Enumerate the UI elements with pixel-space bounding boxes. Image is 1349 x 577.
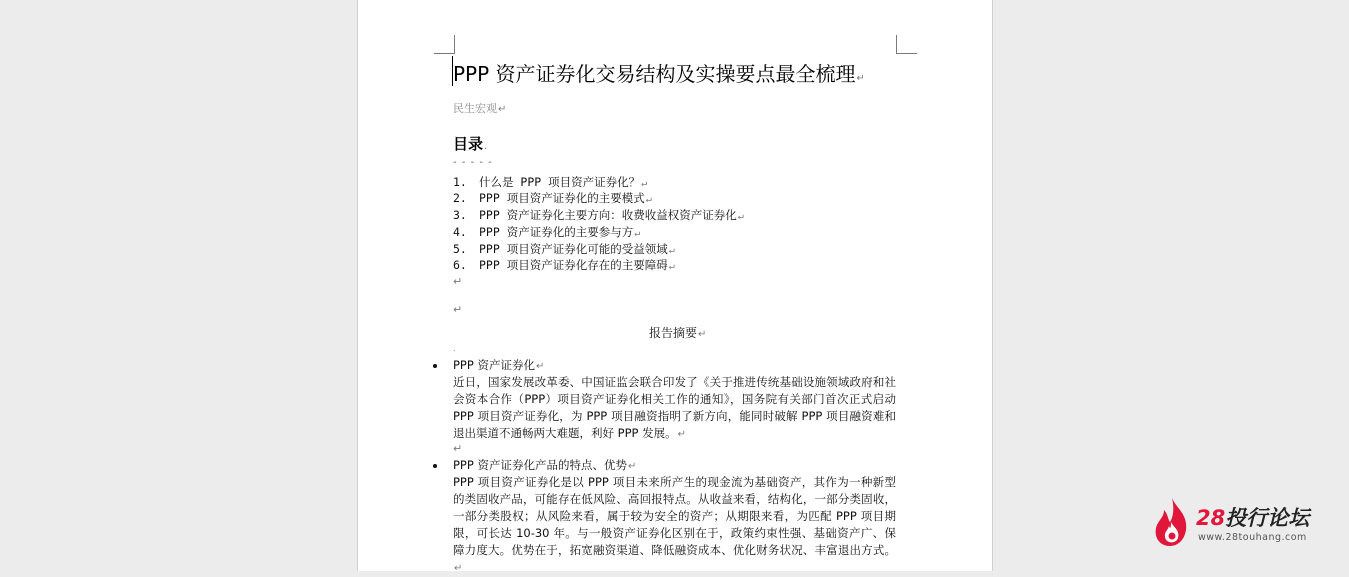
paragraph-mark: .: [453, 344, 456, 353]
toc-item[interactable]: 2. PPP 项目资产证券化的主要模式↵: [453, 191, 652, 205]
margin-mark-top-right: [896, 35, 917, 54]
watermark-brand: 28投行论坛: [1196, 506, 1310, 530]
document-title[interactable]: PPP 资产证券化交易结构及实操要点最全梳理↵: [453, 62, 865, 86]
watermark-logo: [1152, 494, 1332, 550]
toc-item[interactable]: 1. 什么是 PPP 项目资产证券化？↵: [453, 175, 648, 189]
bullet-heading[interactable]: PPP 资产证券化↵: [453, 358, 545, 372]
watermark-url: www.28touhang.com: [1198, 532, 1307, 543]
margin-mark-top-left: [434, 35, 455, 54]
flame-icon: [1152, 496, 1192, 548]
document-page: [357, 0, 993, 574]
paragraph-mark: ↵: [453, 442, 463, 455]
toc-item[interactable]: 6. PPP 项目资产证券化存在的主要障碍↵: [453, 258, 675, 272]
paragraph-mark: ↵: [453, 303, 463, 316]
bullet-icon: [433, 464, 437, 468]
document-subtitle[interactable]: 民生宏观↵: [453, 102, 507, 115]
summary-heading[interactable]: 报告摘要↵: [649, 326, 707, 340]
toc-item[interactable]: 5. PPP 项目资产证券化可能的受益领域↵: [453, 242, 675, 256]
bullet-paragraph[interactable]: 近日，国家发展改革委、中国证监会联合印发了《关于推进传统基础设施领域政府和社会资本合作（PPP）项目资产证券化相关工作的通知》，国务院有关部门首次正式启动 PPP 项目资产证券化，为 PPP 项目融资指明了新方向，能同时破解 PPP 项目融资难和退出渠道不通畅两大难题，利好 PPP 发展。↵: [453, 375, 896, 440]
toc-dashes: - - - - -: [453, 157, 493, 168]
paragraph-mark: ↵: [453, 275, 463, 288]
toc-heading[interactable]: 目录.: [453, 135, 488, 153]
bullet-heading[interactable]: PPP 资产证券化产品的特点、优势↵: [453, 458, 637, 472]
toc-item[interactable]: 4. PPP 资产证券化的主要参与方↵: [453, 225, 641, 239]
toc-item[interactable]: 3. PPP 资产证券化主要方向：收费收益权资产证券化↵: [453, 208, 744, 222]
bullet-paragraph[interactable]: PPP 项目资产证券化是以 PPP 项目未来所产生的现金流为基础资产，其作为一种新型的类固收产品，可能存在低风险、高回报特点。从收益来看，结构化，一部分类固收，一部分类股权；从风险来看，属于较为安全的资产；从期限来看，为匹配 PPP 项目期限，可长达 10-30 年。与一般资产证券化区别在于，政策约束性强、基础资产广、保障力度大。优势在于，拓宽融资渠道、降低融资成本、优化财务状况、丰富退出方式。↵: [453, 475, 896, 574]
bullet-icon: [433, 364, 437, 368]
